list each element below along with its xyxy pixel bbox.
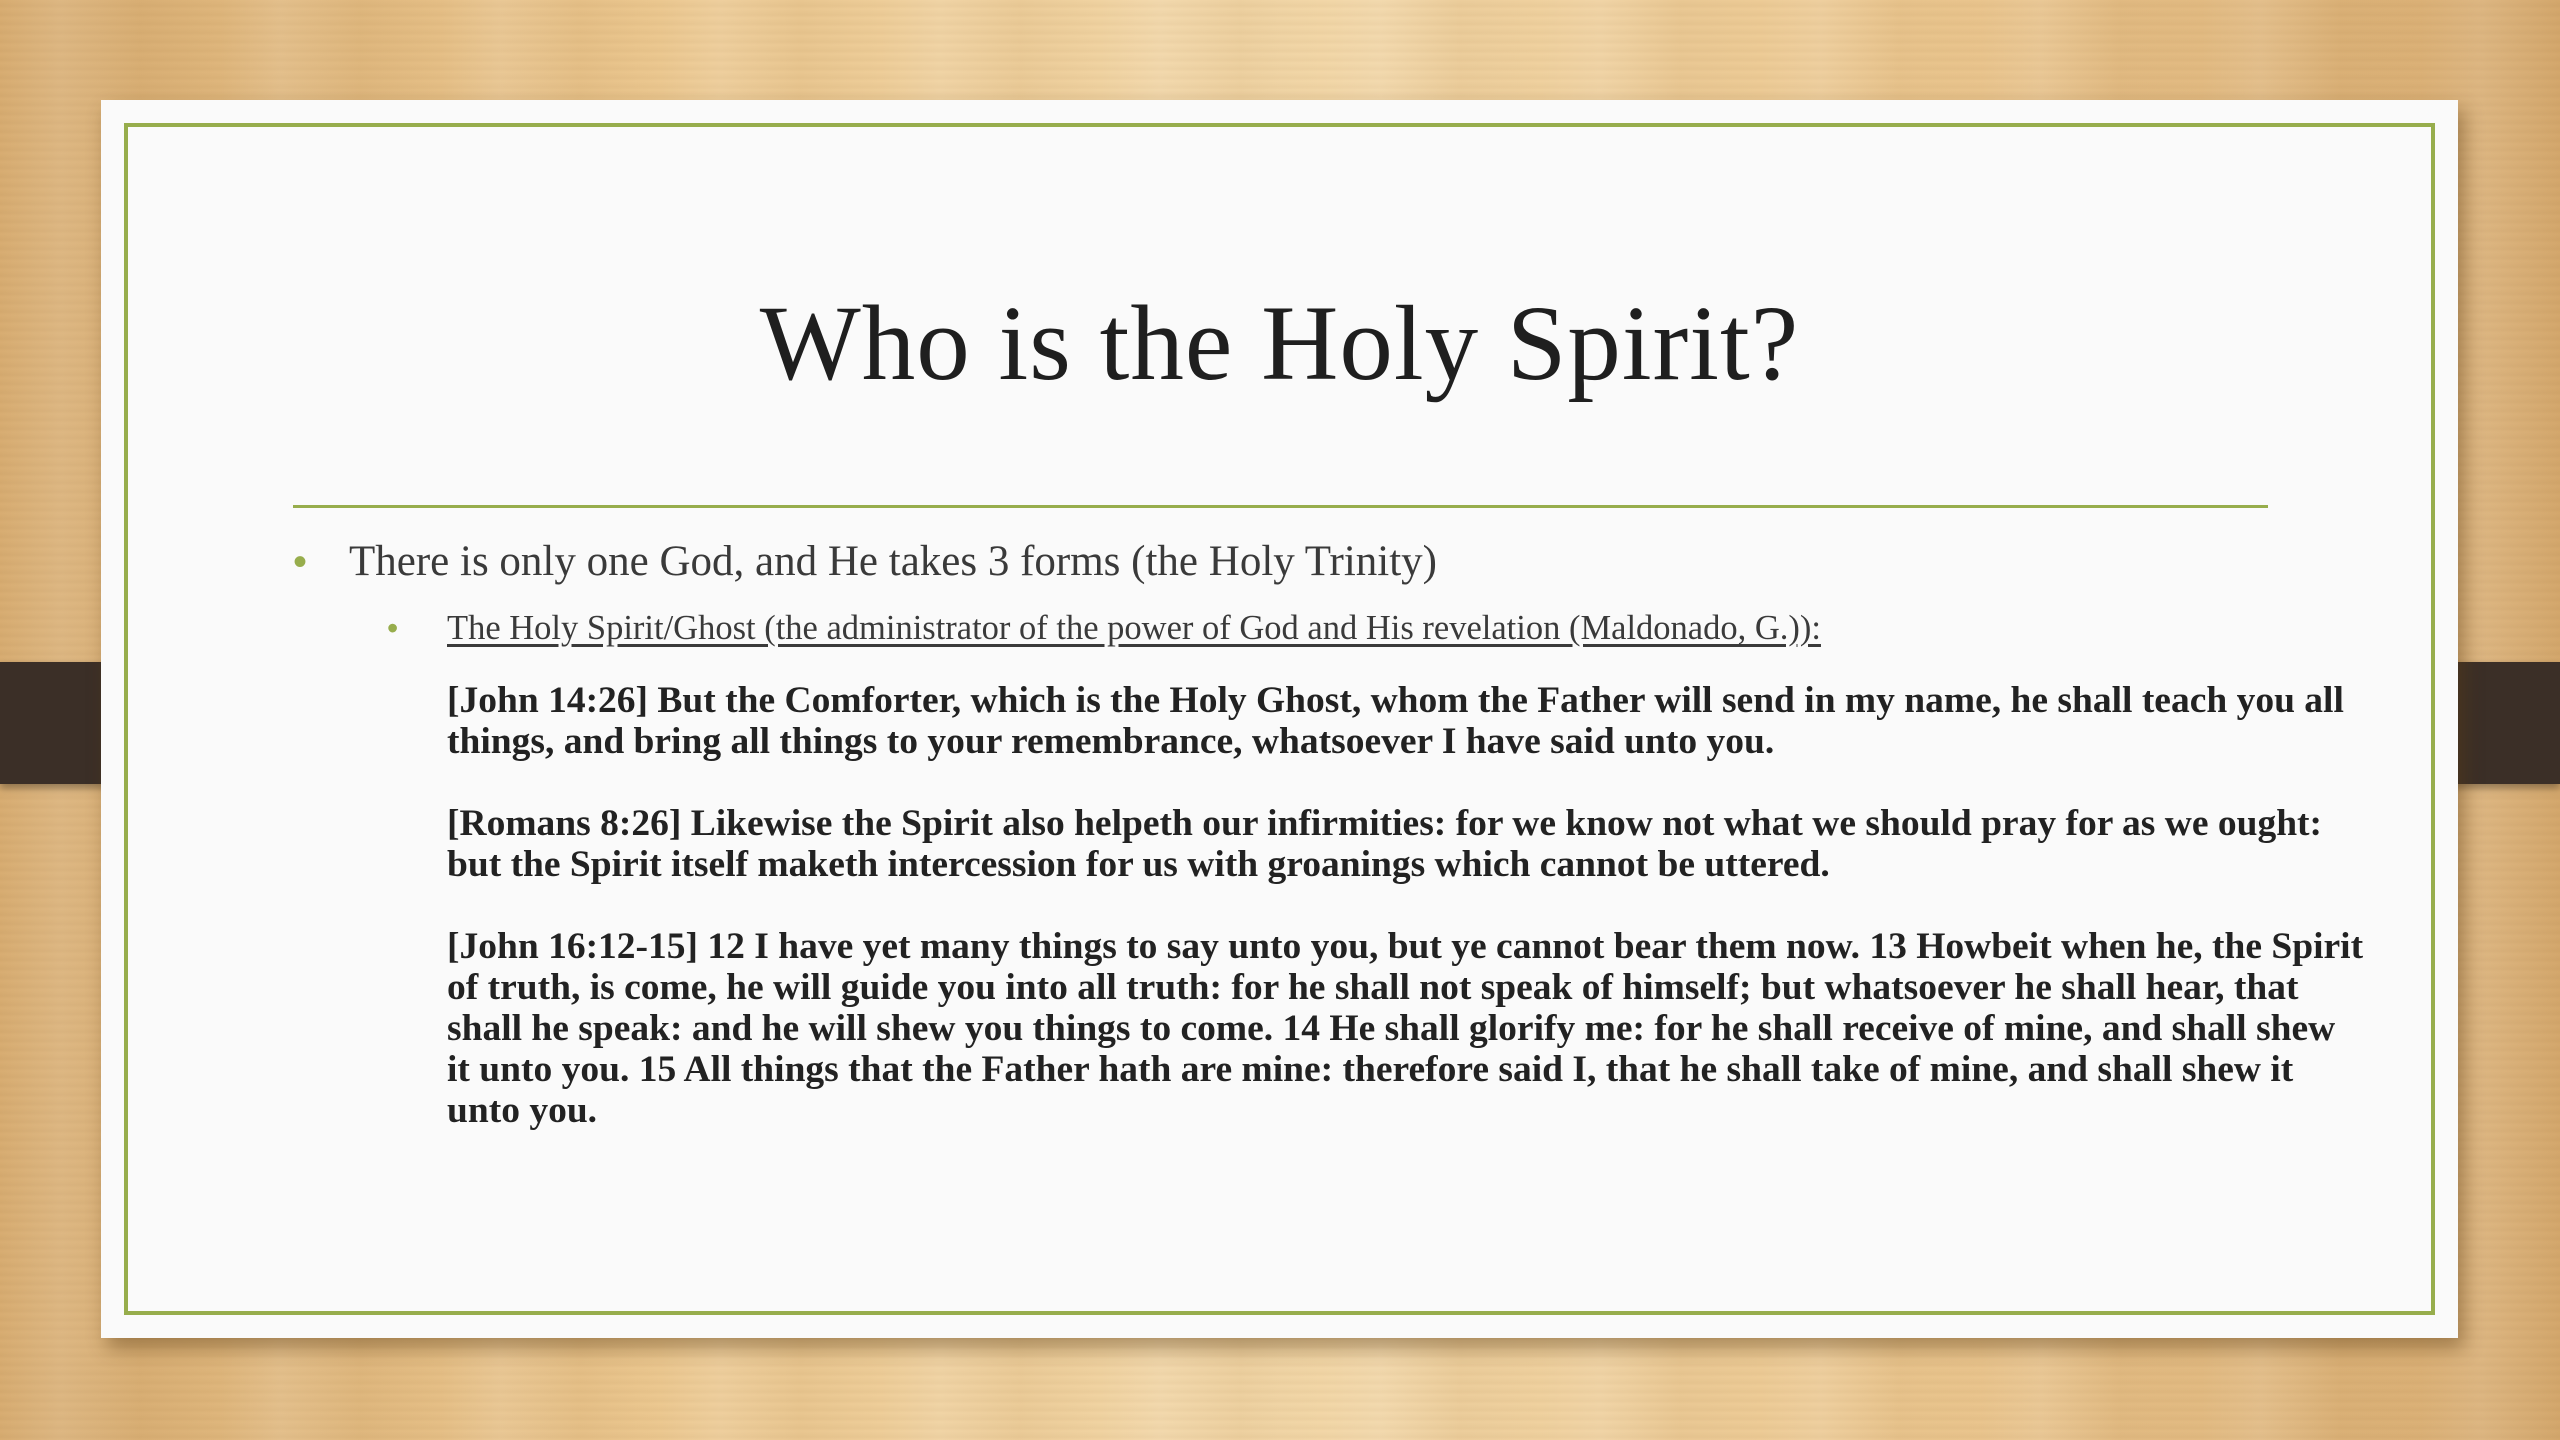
bullet-level1-text: There is only one God, and He takes 3 forms (the Holy Trinity)	[349, 538, 1437, 585]
bullet-dot-icon: •	[293, 540, 308, 584]
bullet-level1	[293, 537, 1437, 586]
verse-john-16-12-15: [John 16:12-15] 12 I have yet many things to say unto you, but ye cannot bear them now. 13 Howbeit when he, the Spirit of truth, is come, he will guide you into all truth: for he shall not speak of himself; but whatsoever he shall hear, that shall he speak: and he will shew you things to come. 14 He shall glorify me: for he shall receive of mine, and shall shew it unto you. 15 All things that the Father hath are mine: therefore said I, that he shall take of mine, and shall shew it unto you.	[447, 926, 2364, 1131]
bullet-dot-icon: •	[387, 610, 399, 646]
title-divider	[293, 505, 2268, 508]
verse-john-14-26: [John 14:26] But the Comforter, which is the Holy Ghost, whom the Father will send in my name, he shall teach you all things, and bring all things to your remembrance, whatsoever I have said unto you.	[447, 680, 2344, 762]
slide-title: Who is the Holy Spirit?	[759, 285, 1800, 403]
verse-list	[447, 680, 2367, 1172]
slide	[101, 100, 2458, 1338]
verse-romans-8-26: [Romans 8:26] Likewise the Spirit also helpeth our infirmities: for we know not what we should pray for as we ought: but the Spirit itself maketh intercession for us with groanings which cannot be uttered.	[447, 803, 2323, 885]
bullet-level2-text: The Holy Spirit/Ghost (the administrator of the power of God and His revelation (Maldonado, G.)):	[447, 609, 1821, 647]
bullet-level2	[387, 609, 1821, 648]
